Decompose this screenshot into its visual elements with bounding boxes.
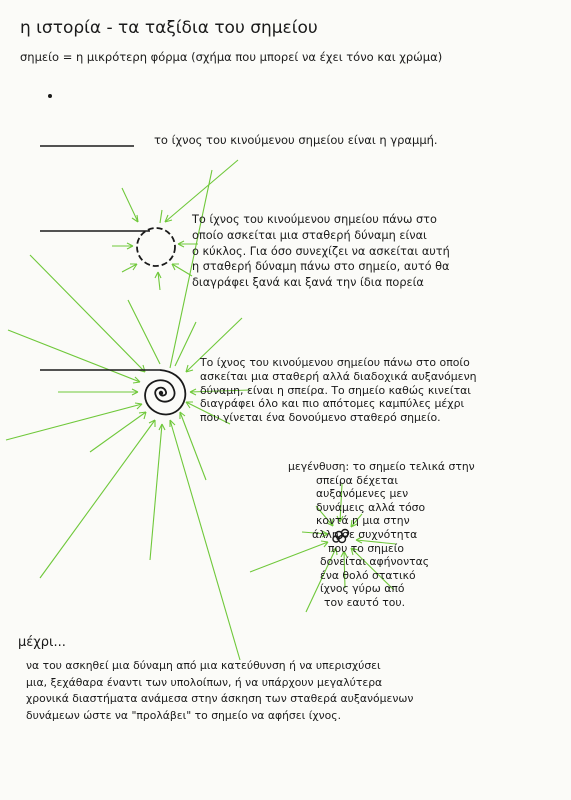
text-line: αυξανόμενες μεν	[316, 487, 409, 501]
text-line: χρονικά διαστήματα ανάμεσα στην άσκηση των σταθερά αυξανόμενων	[26, 692, 414, 705]
single-dot	[48, 94, 52, 98]
point-definition: σημείο = η μικρότερη φόρμα (σχήμα που μπορεί να έχει τόνο και χρώμα)	[20, 50, 443, 64]
text-line: δονείται αφήνοντας	[320, 555, 430, 569]
magnify-description	[288, 460, 475, 610]
text-line: ασκείται μια σταθερή αλλά διαδοχικά αυξανόμενη	[200, 369, 477, 383]
circle-trace	[137, 228, 175, 266]
text-line: ίχνος γύρω από	[320, 582, 405, 596]
text-line: οποίο ασκείται μια σταθερή δύναμη είναι	[192, 228, 427, 242]
circle-description	[192, 212, 450, 291]
spiral-trace	[145, 370, 185, 414]
text-line: δύναμη, είναι η σπείρα. Το σημείο καθώς κινείται	[200, 383, 471, 397]
closing-paragraph	[26, 658, 413, 724]
text-line: να του ασκηθεί μια δύναμη από μια κατεύθυνση ή να υπερισχύσει	[26, 659, 381, 672]
text-line: άλλη σε συχνότητα	[312, 527, 418, 541]
text-line: μια, ξεχάθαρα έναντι των υπολοίπων, ή να υπάρχουν μεγαλύτερα	[26, 675, 383, 689]
until-label: μέχρι...	[18, 635, 66, 650]
line-caption: το ίχνος του κινούμενου σημείου είναι η γραμμή.	[154, 133, 438, 147]
text-line: που το σημείο	[328, 541, 404, 555]
text-line: που γίνεται ένα δονούμενο σταθερό σημείο.	[200, 411, 441, 425]
spiral-description	[200, 356, 477, 425]
spiral-center-dot	[159, 391, 163, 395]
text-line: μεγένθυση: το σημείο τελικά στην	[288, 460, 475, 473]
text-line: ο κύκλος. Για όσο συνεχίζει να ασκείται αυτή	[192, 244, 450, 258]
text-line: Το ίχνος του κινούμενου σημείου πάνω στο οποίο	[200, 356, 470, 369]
text-line: η σταθερή δύναμη πάνω στο σημείο, αυτό θα	[192, 260, 450, 274]
text-line: ένα θολό στατικό	[320, 568, 416, 582]
text-line: διαγράφει όλο και πιο απότομες καμπύλες μέχρι	[200, 397, 465, 411]
page-title: η ιστορία - τα ταξίδια του σημείου	[20, 18, 318, 38]
text-line: κοντά η μια στην	[316, 514, 410, 528]
text-line: Το ίχνος του κινούμενου σημείου πάνω στο	[192, 213, 437, 226]
text-line: τον εαυτό του.	[324, 595, 406, 609]
text-line: δυνάμεις αλλά τόσο	[316, 500, 426, 514]
text-line: σπείρα δέχεται	[316, 473, 399, 487]
text-line: διαγράφει ξανά και ξανά την ίδια πορεία	[192, 276, 424, 290]
text-line: δυνάμεων ώστε να "προλάβει" το σημείο να αφήσει ίχνος.	[26, 708, 341, 722]
